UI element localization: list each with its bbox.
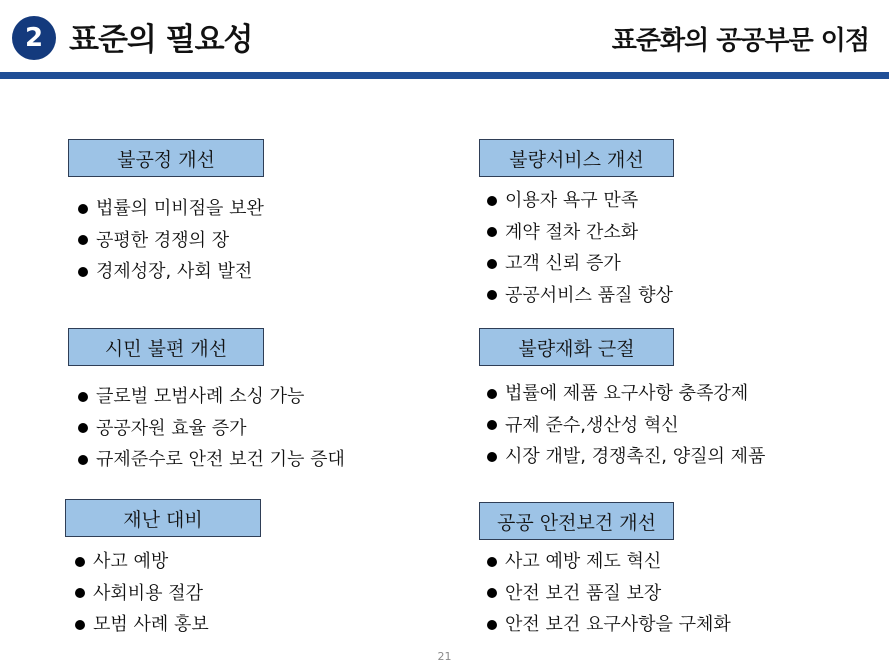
bullet-icon <box>78 204 88 214</box>
section-list-defective-goods <box>487 378 765 473</box>
section-title-citizen-inconvenience: 시민 불편 개선 <box>68 328 264 366</box>
section-list-public-safety <box>487 546 731 641</box>
page-subtitle: 표준화의 공공부문 이점 <box>611 26 869 56</box>
list-item: 사고 예방 제도 혁신 <box>487 546 731 578</box>
section-list-disaster-prep <box>75 546 209 641</box>
bullet-icon <box>78 267 88 277</box>
list-item: 사회비용 절감 <box>75 578 209 610</box>
bullet-icon <box>78 423 88 433</box>
bullet-icon <box>487 196 497 206</box>
section-list-poor-service <box>487 185 673 311</box>
bullet-icon <box>75 588 85 598</box>
list-item: 시장 개발, 경쟁촉진, 양질의 제품 <box>487 441 765 473</box>
list-item: 계약 절차 간소화 <box>487 217 673 249</box>
bullet-icon <box>487 557 497 567</box>
bullet-icon <box>487 259 497 269</box>
section-list-citizen-inconvenience <box>78 381 345 476</box>
bullet-icon <box>487 290 497 300</box>
bullet-icon <box>78 392 88 402</box>
list-item: 규제 준수,생산성 혁신 <box>487 410 765 442</box>
list-item: 규제준수로 안전 보건 기능 증대 <box>78 444 345 476</box>
bullet-icon <box>487 389 497 399</box>
list-item: 안전 보건 요구사항을 구체화 <box>487 609 731 641</box>
header-divider <box>0 72 889 79</box>
bullet-icon <box>75 620 85 630</box>
section-title-defective-goods: 불량재화 근절 <box>479 328 674 366</box>
bullet-icon <box>75 557 85 567</box>
bullet-icon <box>487 452 497 462</box>
list-item: 공공자원 효율 증가 <box>78 413 345 445</box>
section-list-unfairness <box>78 193 264 288</box>
bullet-icon <box>78 235 88 245</box>
list-item: 안전 보건 품질 보장 <box>487 578 731 610</box>
list-item: 공공서비스 품질 향상 <box>487 280 673 312</box>
section-title-disaster-prep: 재난 대비 <box>65 499 261 537</box>
list-item: 모범 사례 홍보 <box>75 609 209 641</box>
list-item: 사고 예방 <box>75 546 209 578</box>
bullet-icon <box>487 227 497 237</box>
section-title-unfairness: 불공정 개선 <box>68 139 264 177</box>
page-number: 21 <box>437 650 452 663</box>
list-item: 글로벌 모범사례 소싱 가능 <box>78 381 345 413</box>
list-item: 경제성장, 사회 발전 <box>78 256 264 288</box>
bullet-icon <box>487 620 497 630</box>
list-item: 이용자 욕구 만족 <box>487 185 673 217</box>
list-item: 고객 신뢰 증가 <box>487 248 673 280</box>
section-title-public-safety: 공공 안전보건 개선 <box>479 502 674 540</box>
list-item: 법률의 미비점을 보완 <box>78 193 264 225</box>
bullet-icon <box>487 420 497 430</box>
bullet-icon <box>78 455 88 465</box>
page-title: 표준의 필요성 <box>69 22 253 58</box>
section-title-poor-service: 불량서비스 개선 <box>479 139 674 177</box>
list-item: 법률에 제품 요구사항 충족강제 <box>487 378 765 410</box>
section-number-badge: 2 <box>12 16 56 60</box>
bullet-icon <box>487 588 497 598</box>
list-item: 공평한 경쟁의 장 <box>78 225 264 257</box>
